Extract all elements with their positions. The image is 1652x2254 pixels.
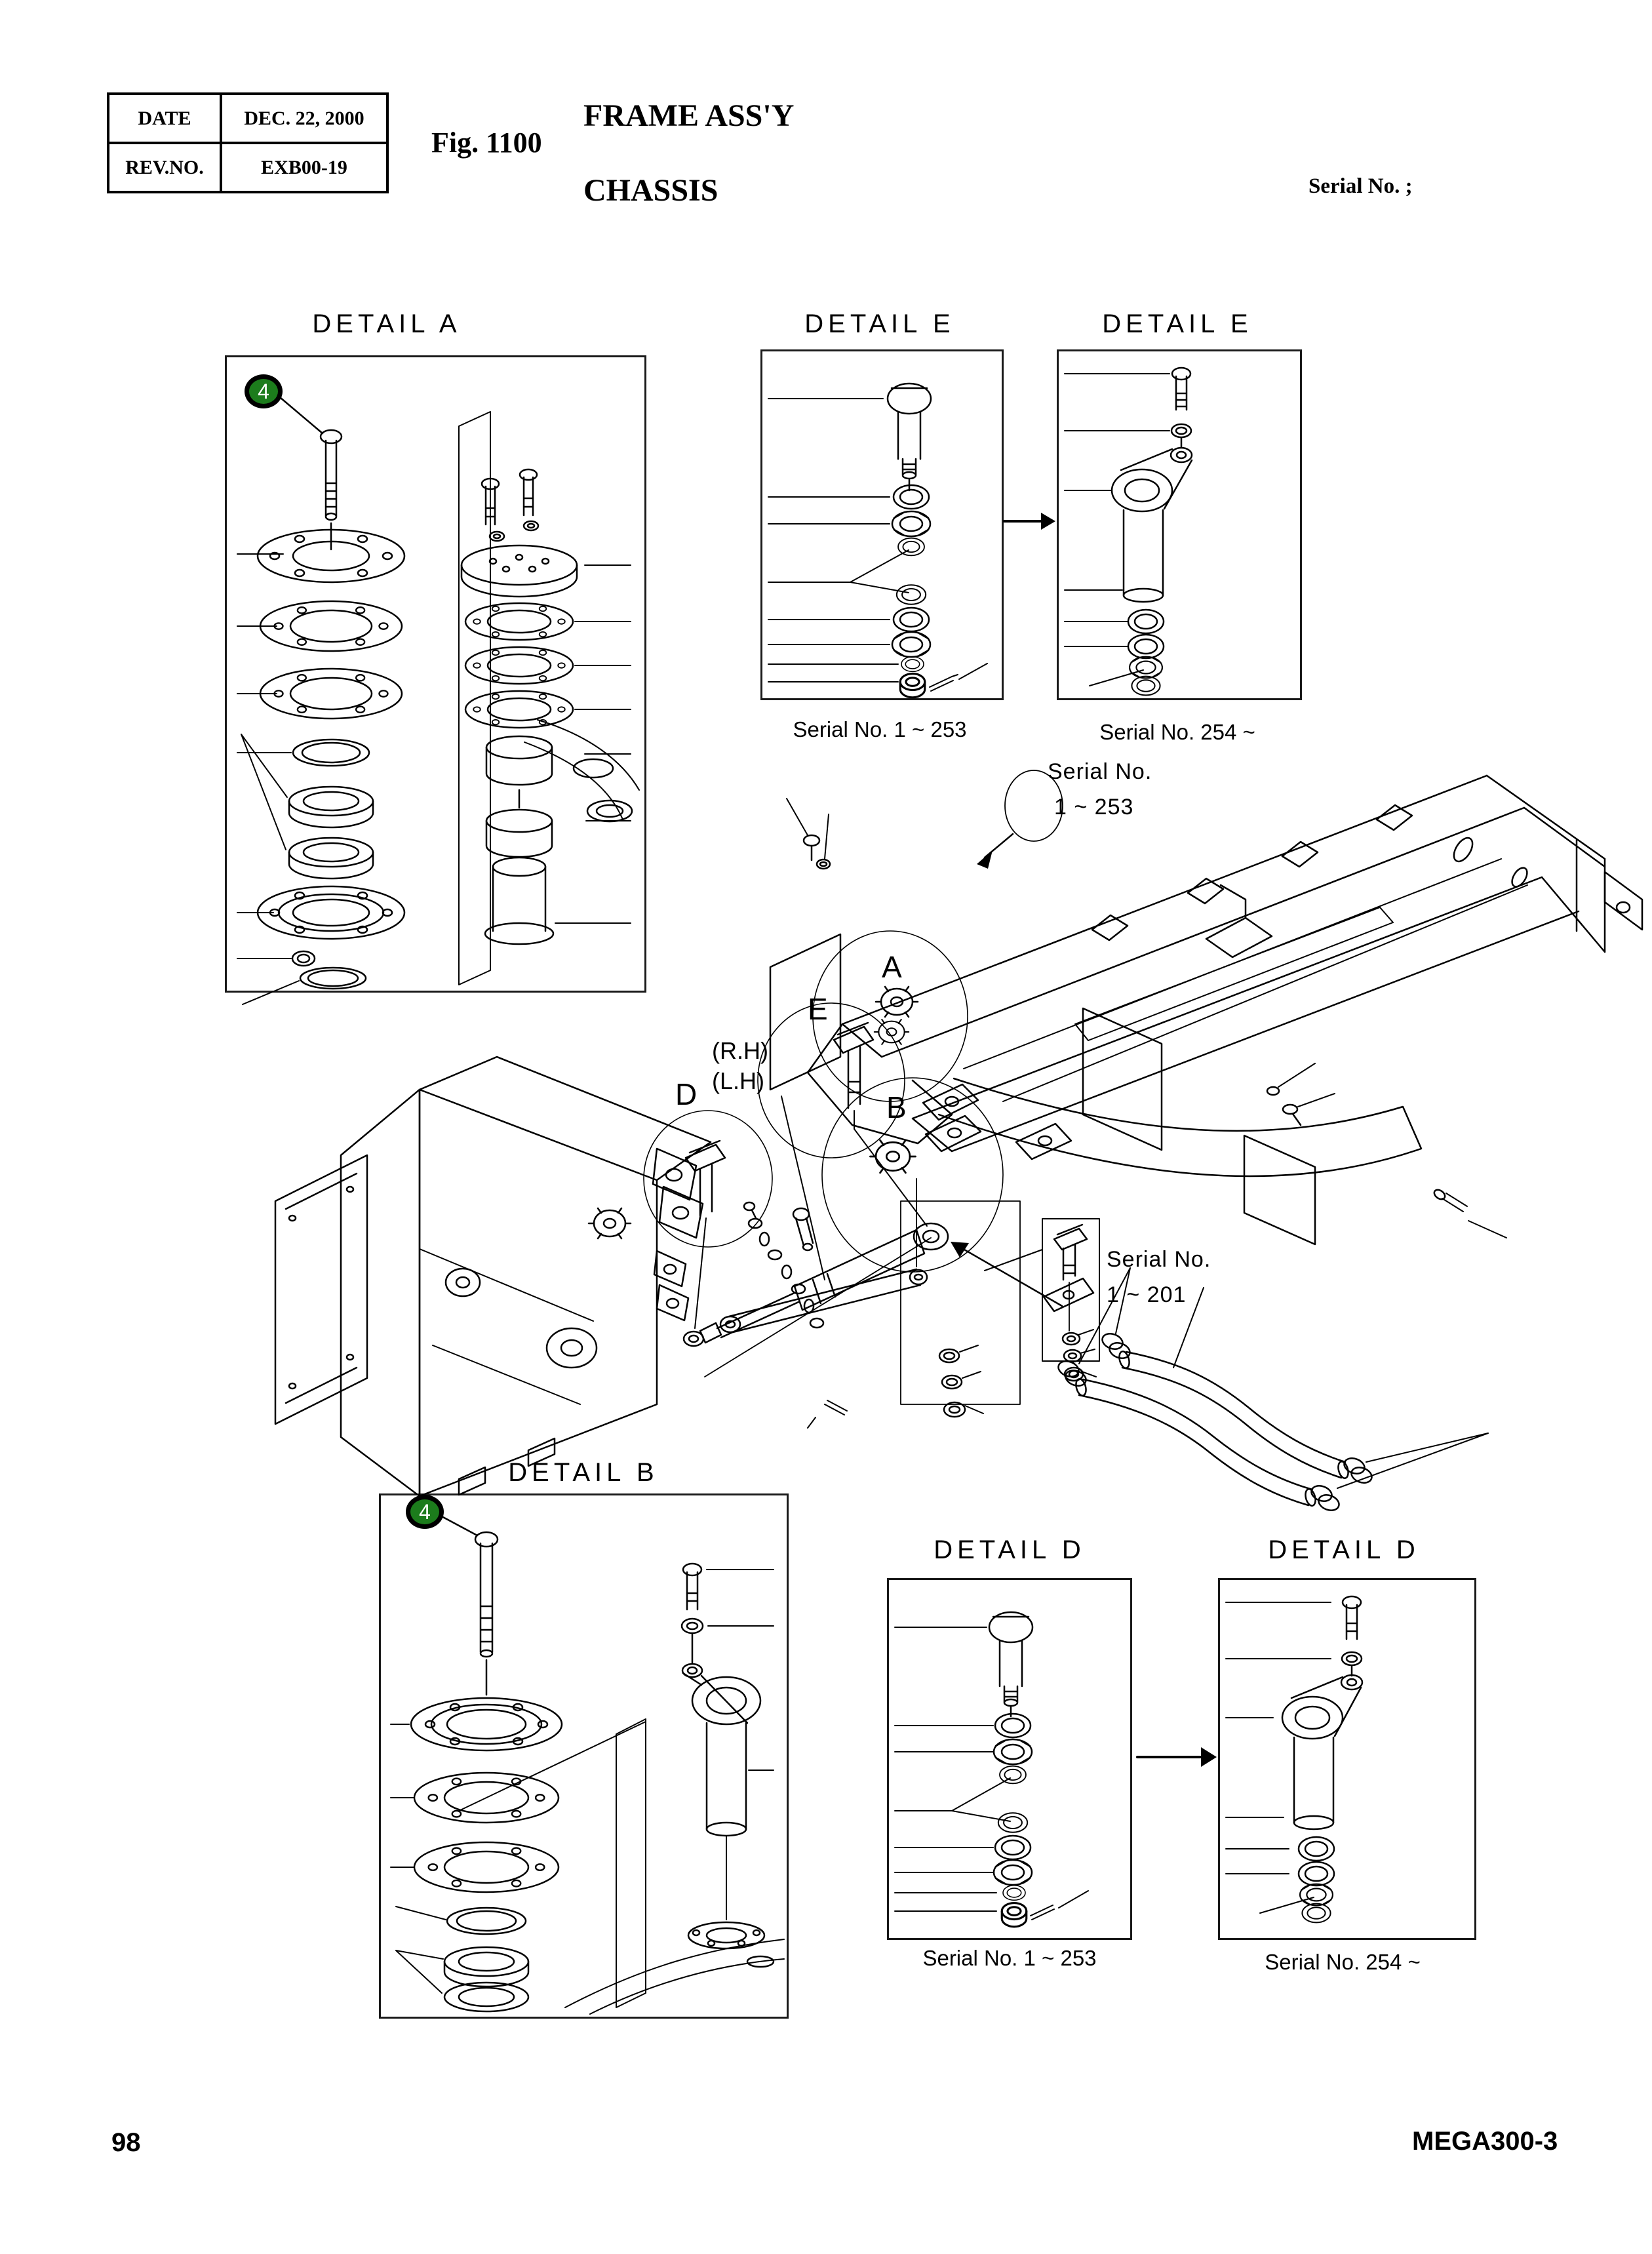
view-callout-e: E	[808, 992, 829, 1026]
detail-e-right-serial: Serial No. 254 ~	[1099, 720, 1255, 744]
chassis-serial-line1: Serial No.	[1048, 759, 1152, 784]
chassis-drawing	[644, 776, 1642, 1272]
figure-number: Fig. 1100	[431, 127, 542, 159]
item-badge-number: 4	[258, 379, 269, 403]
chassis-serial-callout	[977, 770, 1063, 869]
detail-a-label: DETAIL A	[312, 309, 462, 338]
serial-note: Serial No. ;	[1308, 174, 1413, 198]
right-hand-label: (R.H)	[712, 1037, 768, 1064]
footer-doc-code: MEGA300-3	[1412, 2127, 1558, 2156]
detail-e-left-serial: Serial No. 1 ~ 253	[793, 717, 967, 741]
detail-d-right-label: DETAIL D	[1268, 1535, 1420, 1564]
detail-b-drawing	[391, 1516, 784, 2014]
bracket-serial-line2: 1 ~ 201	[1107, 1282, 1187, 1307]
linkage-drawing	[705, 1179, 1062, 1428]
detail-e-right-label: DETAIL E	[1102, 309, 1253, 338]
revision-table-revno-label: REV.NO.	[108, 143, 221, 192]
detail-d-left-drawing	[895, 1612, 1088, 1927]
view-callout-d: D	[675, 1077, 699, 1111]
front-frame-drawing	[275, 1057, 711, 1496]
revision-table-date-label: DATE	[108, 94, 221, 143]
bracket-serial-drawing	[985, 1219, 1099, 1381]
item-badge-number: 4	[419, 1499, 431, 1524]
detail-d-right-drawing	[1226, 1596, 1362, 1922]
left-hand-label: (L.H)	[712, 1067, 764, 1094]
view-callout-b: B	[886, 1090, 908, 1124]
detail-b-label: DETAIL B	[508, 1458, 659, 1487]
cylinder-drawing	[684, 1023, 948, 1346]
page-title-line1: FRAME ASS'Y	[583, 98, 795, 133]
bracket-serial-line1: Serial No.	[1107, 1247, 1211, 1272]
detail-e-left-label: DETAIL E	[804, 309, 955, 338]
pipes-drawing	[1056, 1268, 1488, 1513]
detail-d-right-serial: Serial No. 254 ~	[1265, 1950, 1421, 1974]
detail-d-left-label: DETAIL D	[934, 1535, 1086, 1564]
revision-table-date-value: DEC. 22, 2000	[221, 94, 387, 143]
detail-e-right-drawing	[1065, 368, 1192, 695]
revision-table-revno-value: EXB00-19	[221, 143, 387, 192]
detail-d-left-serial: Serial No. 1 ~ 253	[922, 1946, 1097, 1970]
detail-a-drawing	[237, 397, 639, 1004]
chassis-serial-line2: 1 ~ 253	[1054, 795, 1134, 820]
footer-page-number: 98	[111, 2128, 141, 2157]
detail-e-arrow	[1004, 513, 1055, 530]
detail-d-arrow	[1137, 1747, 1217, 1767]
detail-e-left-drawing	[768, 384, 987, 698]
page-title-line2: CHASSIS	[583, 173, 718, 208]
view-callout-a: A	[882, 950, 903, 984]
